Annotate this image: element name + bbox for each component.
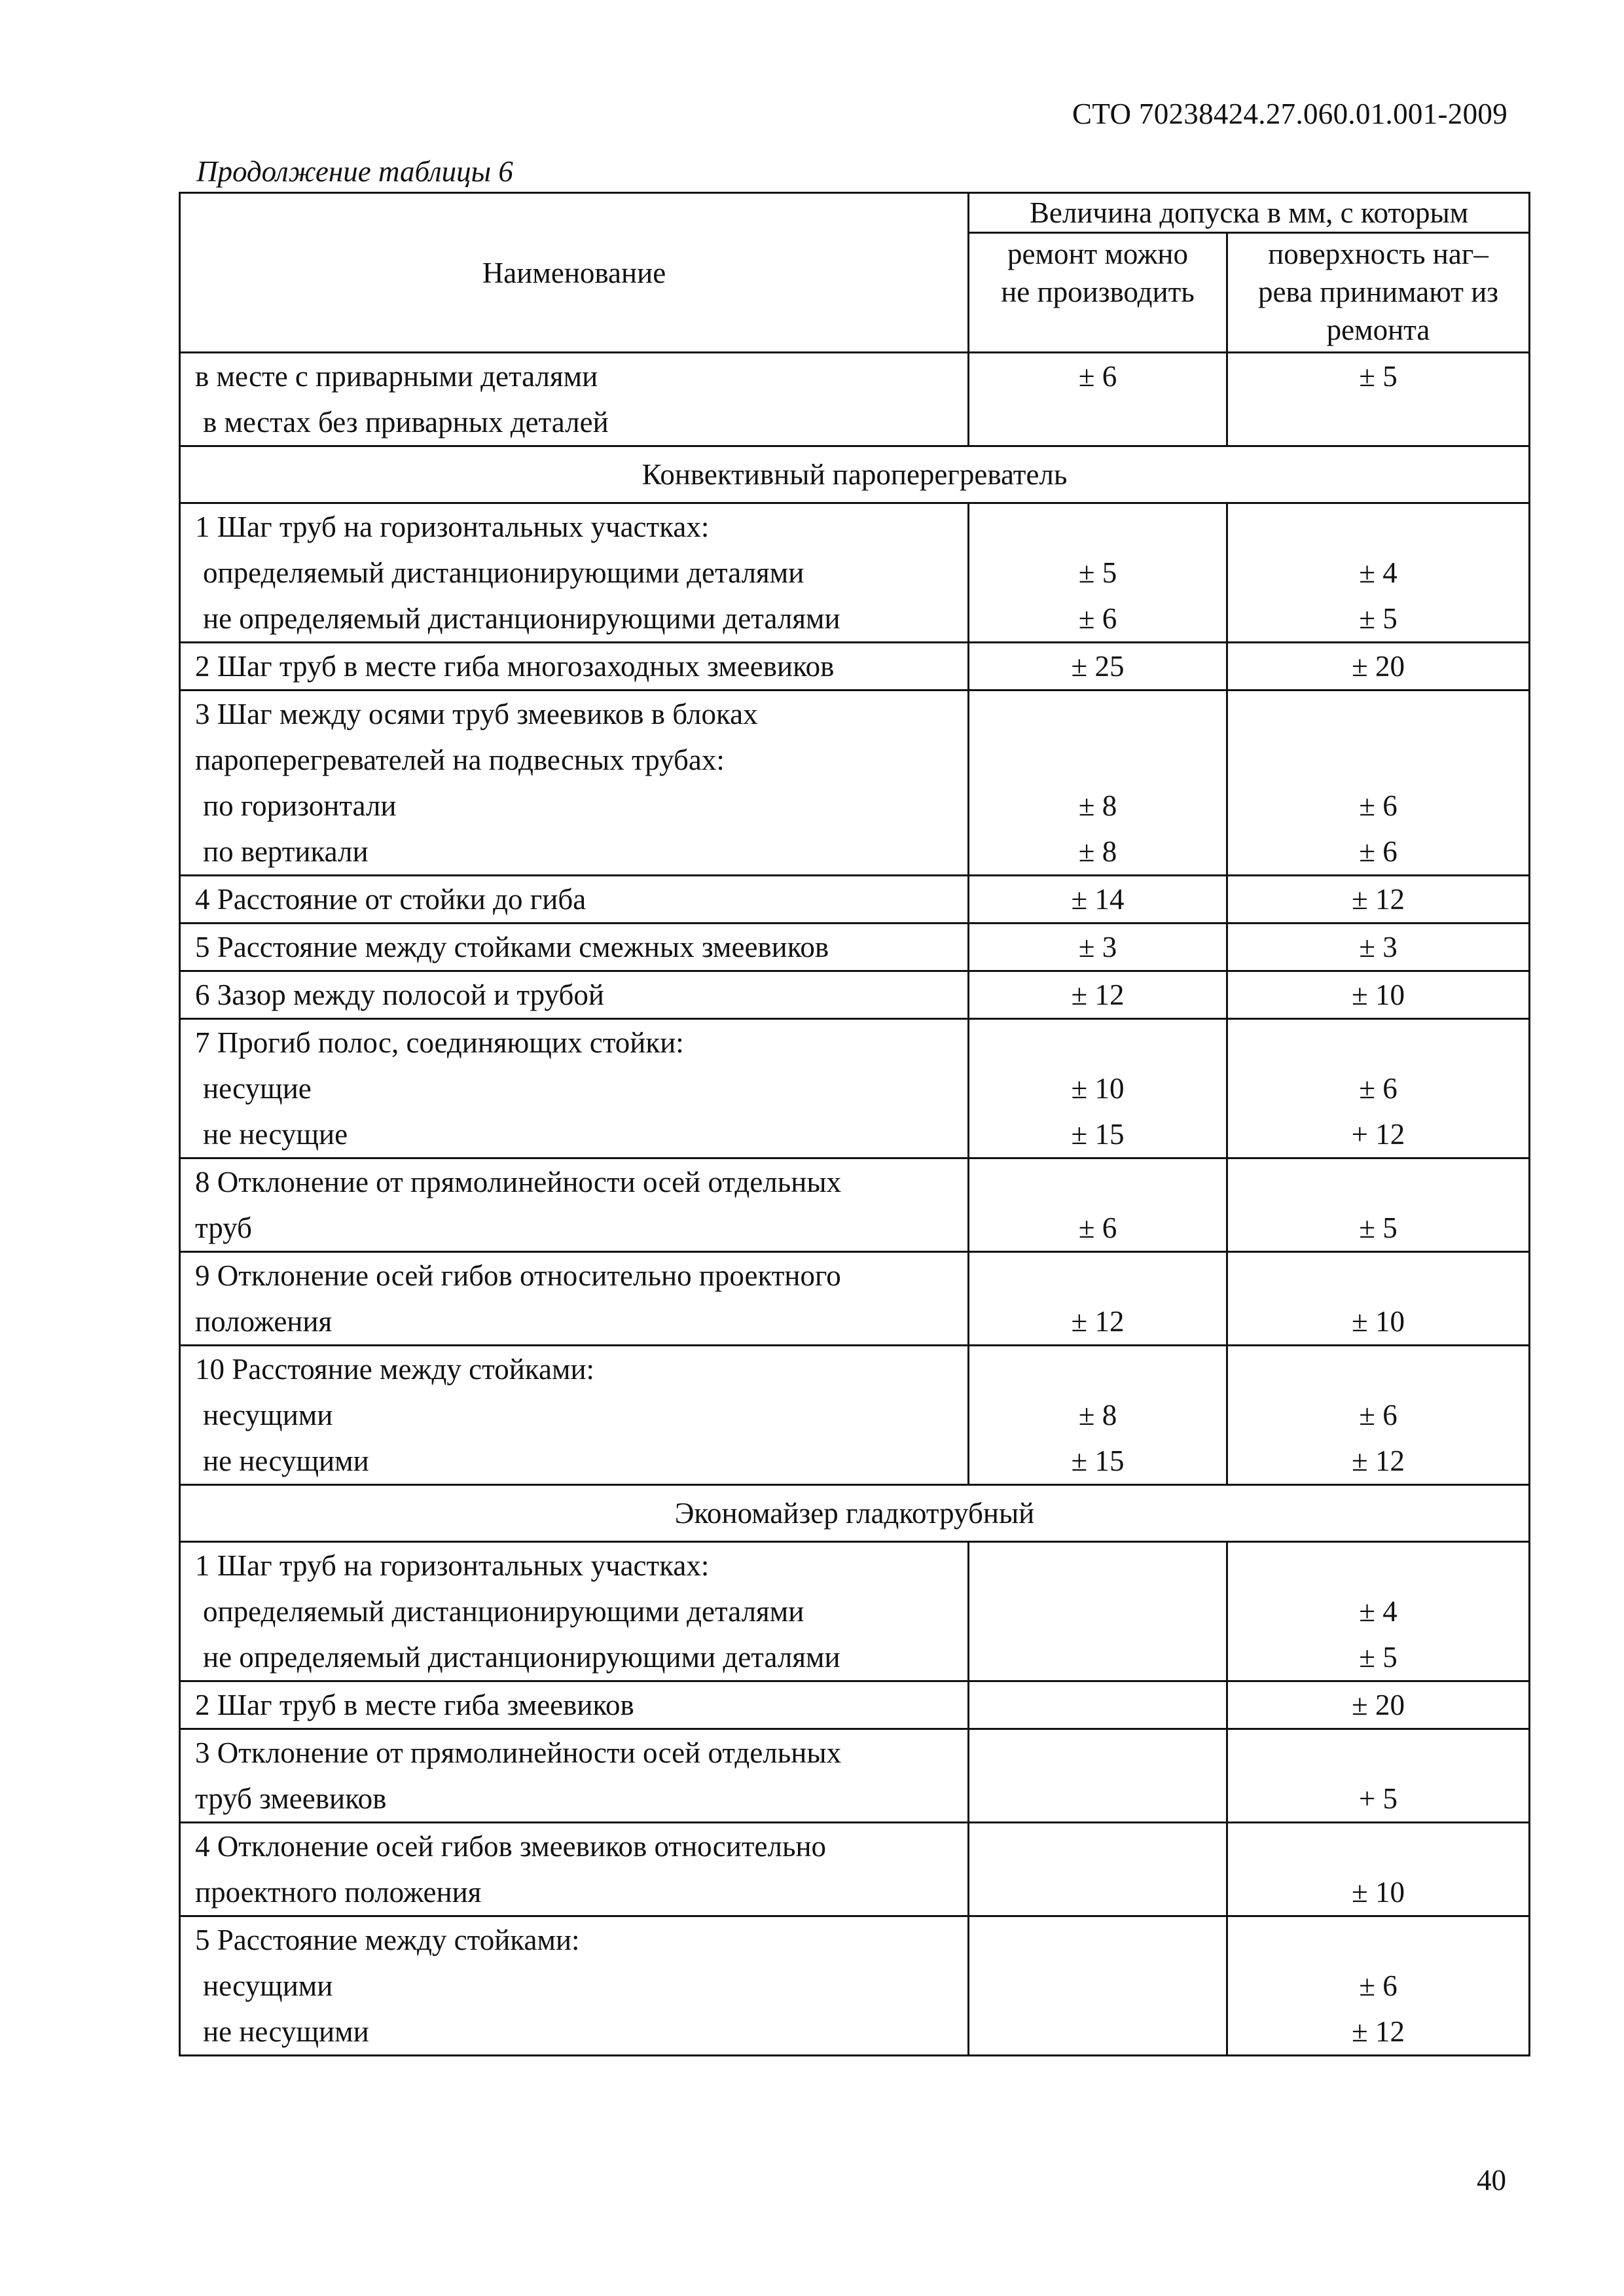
item-line: в местах без приварных деталей [203, 406, 609, 439]
tolerance-no-repair-cell [969, 1346, 1227, 1485]
item-name-cell [180, 643, 969, 691]
tolerance-value [1228, 1346, 1528, 1392]
tolerance-accepted-cell [1227, 1158, 1530, 1252]
tolerance-accepted-cell [1227, 971, 1530, 1019]
table-row [180, 971, 1530, 1019]
table-row [180, 1916, 1530, 2056]
tolerance-value: ± 5 [1359, 602, 1398, 635]
tolerance-value [969, 2009, 1226, 2054]
tolerance-accepted-cell [1227, 1252, 1530, 1346]
tolerance-value: ± 15 [1071, 1118, 1125, 1151]
item-name-cell [180, 1158, 969, 1252]
tolerance-value [969, 691, 1226, 737]
tolerance-value: ± 4 [1359, 1595, 1398, 1628]
tolerance-value: ± 25 [1071, 650, 1125, 683]
table-body [180, 353, 1530, 2056]
item-line: не определяемый дистанционирующими деталями [203, 602, 840, 635]
tolerance-value [969, 1730, 1226, 1776]
table-row [180, 876, 1530, 924]
item-line: труб [195, 1211, 252, 1244]
section-row [180, 1485, 1530, 1542]
item-name-cell [180, 924, 969, 971]
item-line: в месте с приварными деталями [195, 360, 598, 393]
tolerance-value: ± 12 [1071, 978, 1125, 1011]
item-line: определяемый дистанционирующими деталями [203, 1595, 804, 1628]
tolerance-value [969, 1682, 1226, 1728]
tolerance-value: ± 5 [1359, 1641, 1398, 1674]
tolerance-value [969, 1253, 1226, 1299]
item-line: труб змеевиков [195, 1782, 387, 1815]
tolerance-value: ± 5 [1359, 360, 1398, 393]
item-line: 1 Шаг труб на горизонтальных участках: [195, 1549, 710, 1582]
tolerance-value: ± 20 [1352, 650, 1405, 683]
tolerance-value [1228, 504, 1528, 550]
tolerance-value: ± 5 [1078, 556, 1117, 589]
table-row [180, 1158, 1530, 1252]
tolerance-no-repair-cell [969, 876, 1227, 924]
item-name-cell [180, 1252, 969, 1346]
item-line: определяемый дистанционирующими деталями [203, 556, 804, 589]
tolerance-no-repair-cell [969, 971, 1227, 1019]
table-row [180, 503, 1530, 643]
tolerance-value [969, 1869, 1226, 1915]
tolerance-value: ± 14 [1071, 883, 1125, 916]
tolerance-value [969, 399, 1226, 445]
tolerance-no-repair-cell [969, 691, 1227, 876]
tolerance-accepted-cell [1227, 876, 1530, 924]
tolerance-no-repair-cell [969, 1252, 1227, 1346]
tolerance-value [1228, 737, 1528, 783]
item-name-cell [180, 971, 969, 1019]
item-line: 10 Расстояние между стойками: [195, 1353, 595, 1386]
tolerance-value [1228, 1730, 1528, 1776]
item-line: 3 Отклонение от прямолинейности осей отдельных [195, 1736, 842, 1769]
tolerance-value: ± 10 [1352, 1305, 1405, 1338]
tolerance-value [1228, 1543, 1528, 1588]
item-line: 8 Отклонение от прямолинейности осей отдельных [195, 1166, 842, 1198]
item-name-cell [180, 1542, 969, 1681]
tolerance-value: ± 8 [1078, 835, 1117, 868]
tolerance-value: ± 6 [1359, 1969, 1398, 2002]
tolerance-no-repair-cell [969, 353, 1227, 446]
tolerance-value [969, 1543, 1226, 1588]
item-line: не несущими [203, 1444, 369, 1477]
item-name-cell [180, 1019, 969, 1158]
tolerance-accepted-cell [1227, 1681, 1530, 1729]
item-line: 2 Шаг труб в месте гиба змеевиков [195, 1689, 634, 1721]
table-row [180, 1729, 1530, 1823]
tolerance-value: ± 3 [1078, 931, 1117, 963]
tolerance-value: ± 8 [1078, 1399, 1117, 1431]
item-line: 9 Отклонение осей гибов относительно проектного [195, 1259, 841, 1292]
tolerance-value [969, 1823, 1226, 1869]
item-line: 5 Расстояние между стойками смежных змеевиков [195, 931, 829, 963]
item-line: несущими [203, 1969, 333, 2002]
tolerance-value: ± 12 [1352, 1444, 1405, 1477]
item-name-cell [180, 1823, 969, 1916]
item-line: несущими [203, 1399, 333, 1431]
tolerance-no-repair-cell [969, 924, 1227, 971]
item-line: пароперегревателей на подвесных трубах: [195, 744, 725, 776]
tolerance-value [969, 1588, 1226, 1634]
tolerance-no-repair-cell [969, 1019, 1227, 1158]
tolerance-accepted-cell [1227, 1823, 1530, 1916]
tolerance-accepted-cell [1227, 1916, 1530, 2056]
tolerance-no-repair-cell [969, 1823, 1227, 1916]
tolerance-no-repair-cell [969, 1158, 1227, 1252]
tolerance-value [969, 1346, 1226, 1392]
header-line: рева принимают из [1257, 276, 1499, 308]
document-code: СТО 70238424.27.060.01.001-2009 [1072, 98, 1507, 130]
tolerance-value: ± 12 [1071, 1305, 1125, 1338]
tolerance-value: + 5 [1358, 1782, 1398, 1815]
item-name-cell [180, 1916, 969, 2056]
item-line: 4 Отклонение осей гибов змеевиков относительно [195, 1830, 827, 1863]
tolerance-value: + 12 [1351, 1118, 1405, 1151]
item-line: 7 Прогиб полос, соединяющих стойки: [195, 1026, 684, 1059]
tolerance-value: ± 20 [1352, 1689, 1405, 1721]
tolerance-accepted-cell [1227, 1346, 1530, 1485]
table-row [180, 1681, 1530, 1729]
tolerance-value [969, 504, 1226, 550]
item-name-cell [180, 503, 969, 643]
tolerance-value [1228, 691, 1528, 737]
tolerance-value: ± 12 [1352, 2015, 1405, 2048]
tolerance-value: ± 5 [1359, 1211, 1398, 1244]
item-name-cell [180, 353, 969, 446]
tolerance-value: ± 6 [1078, 360, 1117, 393]
tolerance-accepted-cell [1227, 503, 1530, 643]
tolerance-no-repair-cell [969, 1542, 1227, 1681]
header-line: ремонта [1326, 314, 1430, 346]
table-row [180, 1823, 1530, 1916]
table-row [180, 1542, 1530, 1681]
table-row [180, 1252, 1530, 1346]
table-row [180, 691, 1530, 876]
tolerance-no-repair-cell [969, 503, 1227, 643]
item-line: 2 Шаг труб в месте гиба многозаходных змеевиков [195, 650, 835, 683]
tolerance-accepted-cell [1227, 353, 1530, 446]
tolerance-value [969, 1917, 1226, 1963]
tolerance-value: ± 6 [1078, 1211, 1117, 1244]
item-line: 4 Расстояние от стойки до гиба [195, 883, 586, 916]
tolerance-value [969, 737, 1226, 783]
item-name-cell [180, 876, 969, 924]
section-title: Экономайзер гладкотрубный [180, 1485, 1530, 1542]
tolerance-value [969, 1776, 1226, 1821]
tolerance-accepted-cell [1227, 1729, 1530, 1823]
table-continuation-caption: Продолжение таблицы 6 [196, 155, 513, 188]
tolerance-no-repair-cell [969, 1916, 1227, 2056]
item-line: положения [195, 1305, 333, 1338]
tolerance-value [1228, 1253, 1528, 1299]
item-line: 5 Расстояние между стойками: [195, 1924, 580, 1956]
tolerance-value [1228, 1823, 1528, 1869]
tolerance-value: ± 10 [1352, 1876, 1405, 1909]
tolerance-value: ± 10 [1352, 978, 1405, 1011]
item-line: 3 Шаг между осями труб змеевиков в блоках [195, 698, 758, 730]
tolerance-value: ± 8 [1078, 789, 1117, 822]
table-row [180, 924, 1530, 971]
tolerance-value: ± 6 [1078, 602, 1117, 635]
tolerance-value [969, 1963, 1226, 2009]
tolerance-value: ± 12 [1352, 883, 1405, 916]
tolerance-table [179, 192, 1530, 2056]
tolerance-value [969, 1634, 1226, 1680]
item-line: 6 Зазор между полосой и трубой [195, 978, 604, 1011]
table-row [180, 1019, 1530, 1158]
item-line: 1 Шаг труб на горизонтальных участках: [195, 511, 710, 543]
item-name-cell [180, 1681, 969, 1729]
column-header-no-repair [969, 233, 1227, 353]
tolerance-value: ± 6 [1359, 1072, 1398, 1105]
tolerance-value: ± 6 [1359, 835, 1398, 868]
tolerance-accepted-cell [1227, 1542, 1530, 1681]
tolerance-no-repair-cell [969, 1681, 1227, 1729]
item-line: не несущими [203, 2015, 369, 2048]
tolerance-value [1228, 1917, 1528, 1963]
column-header-name: Наименование [180, 193, 969, 353]
section-title: Конвективный пароперегреватель [180, 446, 1530, 503]
header-line: не производить [1001, 276, 1195, 308]
tolerance-value: ± 6 [1359, 789, 1398, 822]
tolerance-no-repair-cell [969, 1729, 1227, 1823]
item-name-cell [180, 1346, 969, 1485]
tolerance-value [969, 1020, 1226, 1066]
tolerance-value [1228, 1159, 1528, 1205]
item-line: не несущие [203, 1118, 348, 1151]
header-line: ремонт можно [1007, 238, 1188, 270]
column-header-tolerance: Величина допуска в мм, с которым [969, 193, 1530, 233]
item-line: по горизонтали [203, 789, 397, 822]
item-name-cell [180, 691, 969, 876]
tolerance-accepted-cell [1227, 643, 1530, 691]
page-number: 40 [1477, 2164, 1506, 2197]
item-name-cell [180, 1729, 969, 1823]
item-line: по вертикали [203, 835, 369, 868]
table-row [180, 353, 1530, 446]
item-line: несущие [203, 1072, 312, 1105]
tolerance-accepted-cell [1227, 1019, 1530, 1158]
item-line: проектного положения [195, 1876, 482, 1909]
tolerance-accepted-cell [1227, 691, 1530, 876]
tolerance-value: ± 6 [1359, 1399, 1398, 1431]
table-row [180, 1346, 1530, 1485]
tolerance-accepted-cell [1227, 924, 1530, 971]
tolerance-value [969, 1159, 1226, 1205]
tolerance-no-repair-cell [969, 643, 1227, 691]
tolerance-value: ± 15 [1071, 1444, 1125, 1477]
tolerance-value [1228, 399, 1528, 445]
tolerance-value: ± 10 [1071, 1072, 1125, 1105]
header-line: поверхность наг– [1268, 238, 1489, 270]
tolerance-value: ± 3 [1359, 931, 1398, 963]
item-line: не определяемый дистанционирующими деталями [203, 1641, 840, 1674]
column-header-accepted [1227, 233, 1530, 353]
tolerance-value [1228, 1020, 1528, 1066]
tolerance-value: ± 4 [1359, 556, 1398, 589]
table-row [180, 643, 1530, 691]
section-row [180, 446, 1530, 503]
